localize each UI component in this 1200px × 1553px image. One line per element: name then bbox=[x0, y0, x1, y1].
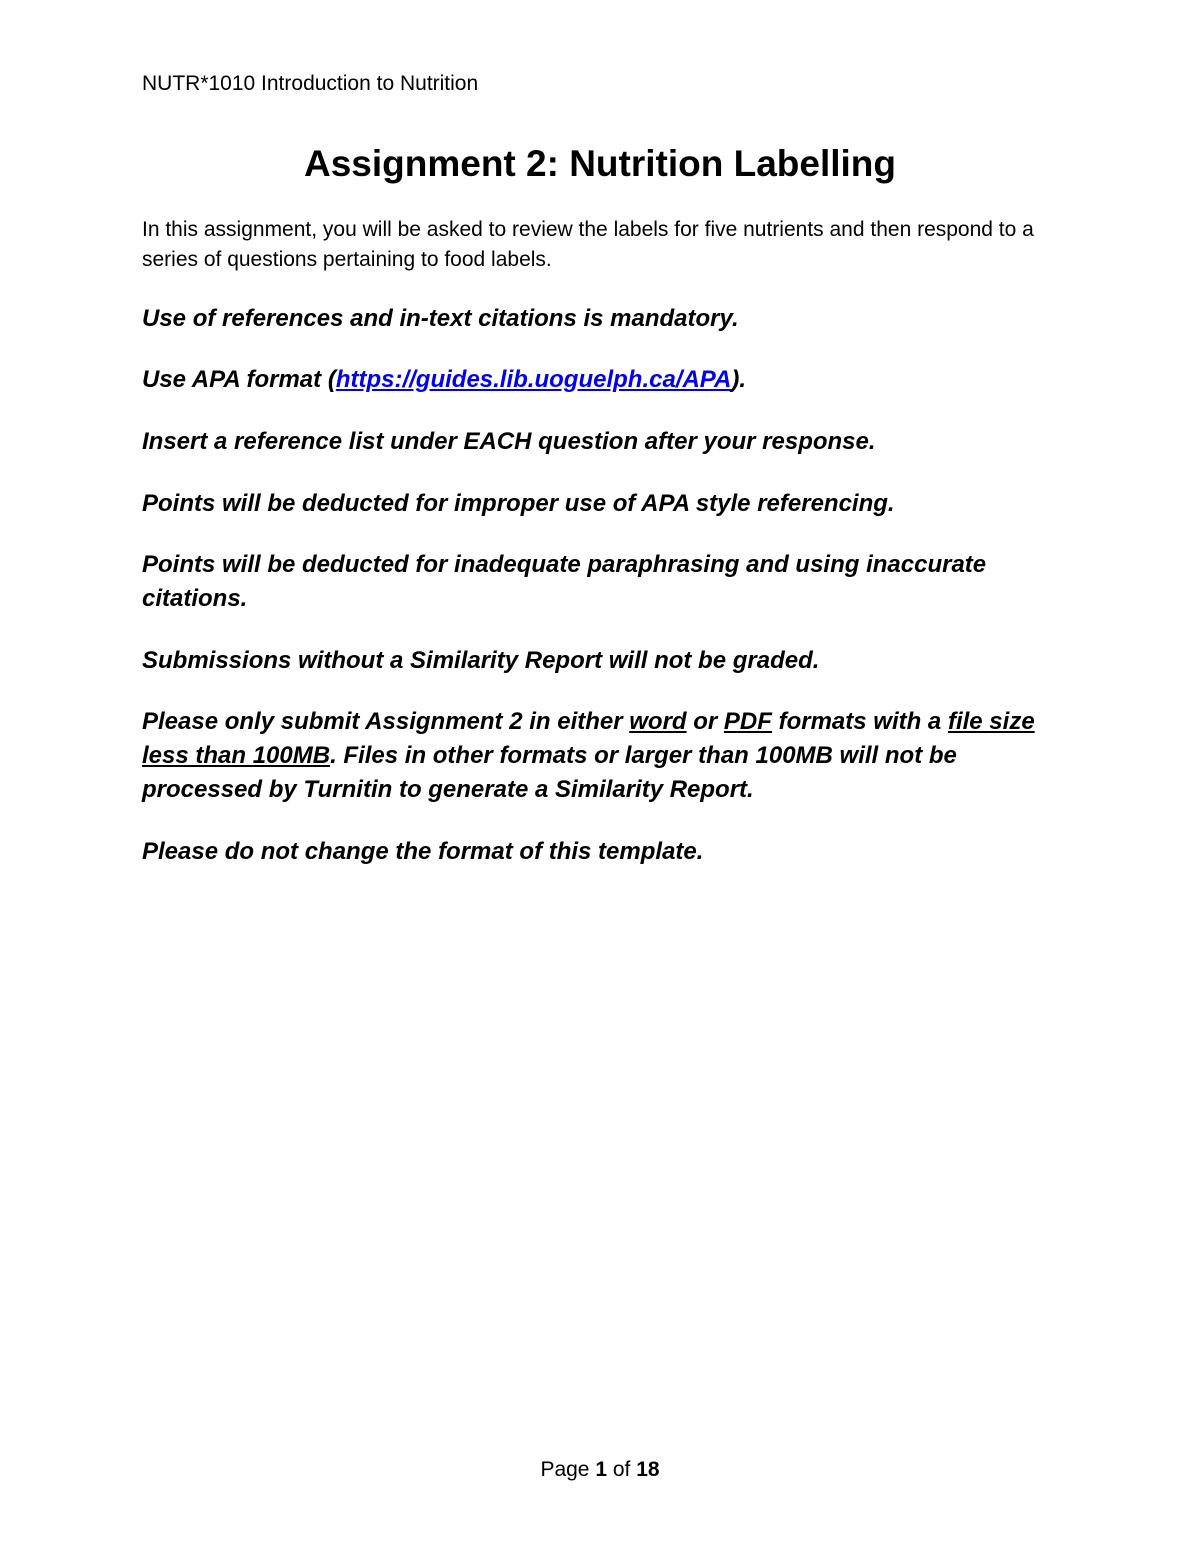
page-total: 18 bbox=[636, 1458, 660, 1481]
rule-paraphrase-deduction: Points will be deducted for inadequate paraphrasing and using inaccurate citations. bbox=[142, 551, 987, 612]
submit-word: word bbox=[629, 708, 687, 735]
submit-text-1: Please only submit Assignment 2 in either bbox=[142, 708, 630, 735]
page-footer bbox=[0, 1456, 1200, 1484]
rule-submission-format bbox=[142, 705, 1072, 807]
rule-apa-deduction: Points will be deducted for improper use of APA style referencing. bbox=[142, 490, 895, 517]
submit-text-2: or bbox=[686, 708, 724, 735]
page-label: Page bbox=[540, 1458, 596, 1481]
page-current: 1 bbox=[595, 1458, 608, 1481]
rule-reference-list: Insert a reference list under EACH question after your response. bbox=[142, 428, 876, 455]
of-label: of bbox=[607, 1458, 637, 1481]
page-title: Assignment 2: Nutrition Labelling bbox=[303, 143, 897, 184]
apa-guide-link[interactable]: https://guides.lib.uoguelph.ca/APA bbox=[335, 366, 732, 393]
intro-paragraph: In this assignment, you will be asked to review the labels for five nutrients and then respond to a series of questions pertaining to food labels. bbox=[142, 218, 1034, 271]
page-header: NUTR*1010 Introduction to Nutrition bbox=[142, 72, 479, 95]
submit-file-size: file size less than 100MB bbox=[142, 708, 1035, 769]
rule-references: Use of references and in-text citations is mandatory. bbox=[142, 305, 739, 332]
submit-text-4: . Files in other formats or larger than 100MB will not be processed by Turnitin to generate a Similarity Report. bbox=[142, 742, 957, 803]
submit-pdf: PDF bbox=[723, 708, 772, 735]
apa-prefix: Use APA format ( bbox=[142, 366, 336, 393]
rule-template: Please do not change the format of this template. bbox=[142, 838, 704, 865]
submit-text-3: formats with a bbox=[771, 708, 948, 735]
rule-apa-format bbox=[142, 363, 1072, 397]
apa-suffix: ). bbox=[731, 366, 747, 393]
rule-similarity-report: Submissions without a Similarity Report will not be graded. bbox=[142, 647, 820, 674]
